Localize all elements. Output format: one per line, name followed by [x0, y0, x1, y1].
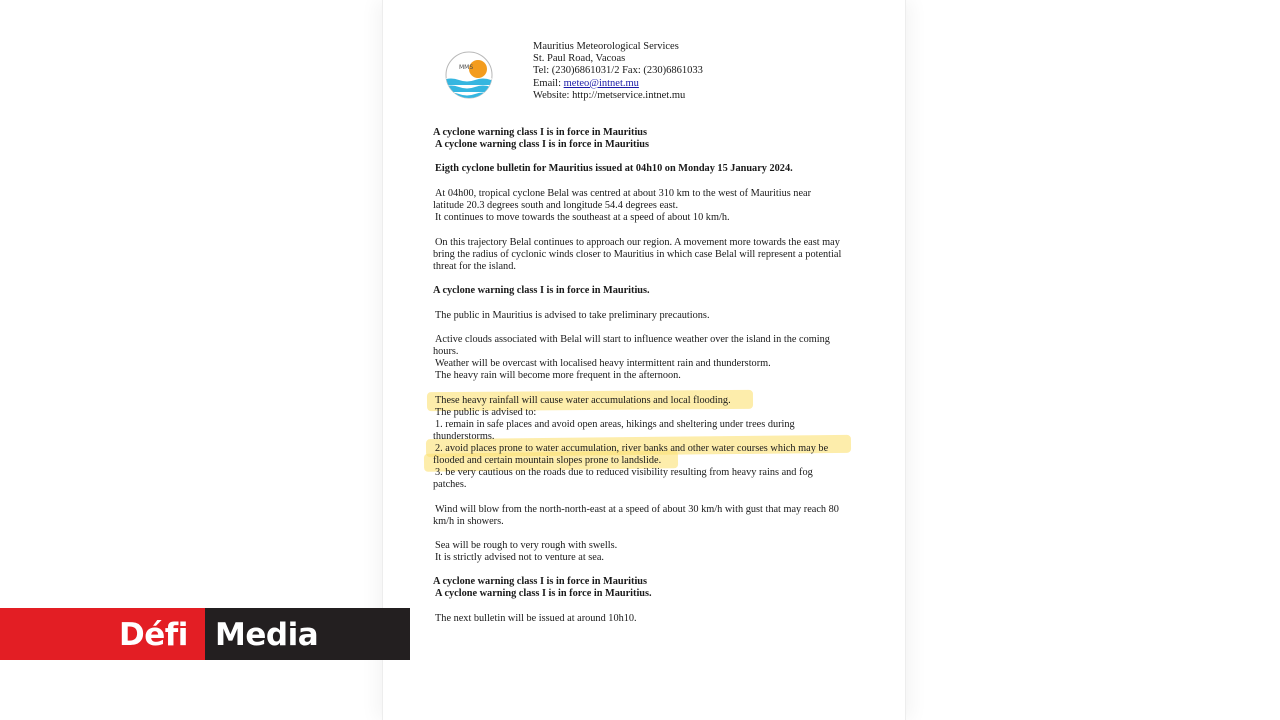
org-address: St. Paul Road, Vacoas: [533, 53, 626, 65]
brand-word-defi: Défi: [119, 617, 188, 653]
next-bulletin-note: The next bulletin will be issued at around 10h10.: [435, 613, 637, 624]
warning-heading-5: A cyclone warning class I is in force in Mauritius.: [435, 588, 652, 599]
list-item: 1. remain in safe places and avoid open areas, hikings and sheltering under trees during: [435, 419, 795, 430]
body-line: It is strictly advised not to venture at sea.: [435, 552, 604, 563]
warning-heading-3: A cyclone warning class I is in force in Mauritius.: [433, 285, 650, 296]
body-line: km/h in showers.: [433, 516, 504, 527]
defi-media-banner: [0, 608, 410, 660]
letterhead: [533, 41, 863, 102]
body-line: Weather will be overcast with localised heavy intermittent rain and thunderstorm.: [435, 358, 771, 369]
org-email-line: [533, 78, 863, 90]
body-line: On this trajectory Belal continues to approach our region. A movement more towards the east may: [435, 237, 840, 248]
highlighted-list-item: 2. avoid places prone to water accumulation, river banks and other water courses which may be: [435, 443, 829, 454]
mms-logo: [443, 38, 499, 110]
body-line: Wind will blow from the north-north-east at a speed of about 30 km/h with gust that may reach 80: [435, 504, 839, 515]
list-item-cont: thunderstorms.: [433, 431, 495, 442]
highlighted-line: These heavy rainfall will cause water accumulations and local flooding.: [435, 395, 731, 406]
body-line: threat for the island.: [433, 261, 516, 272]
org-name: Mauritius Meteorological Services: [533, 41, 679, 52]
body-line: bring the radius of cyclonic winds closer to Mauritius in which case Belal will represent a potential: [433, 249, 842, 260]
list-item: 3. be very cautious on the roads due to reduced visibility resulting from heavy rains and fog: [435, 467, 813, 478]
brand-word-media: Media: [215, 617, 319, 653]
logo-text: MMS: [459, 64, 474, 71]
warning-heading-4: A cyclone warning class I is in force in Mauritius: [433, 576, 648, 587]
list-item-cont: patches.: [433, 479, 467, 490]
email-label: Email:: [533, 77, 561, 89]
body-line: It continues to move towards the southeast at a speed of about 10 km/h.: [435, 212, 730, 223]
body-line: Sea will be rough to very rough with swells.: [435, 540, 618, 551]
org-website: Website: http://metservice.intnet.mu: [533, 89, 686, 101]
org-phone: Tel: (230)6861031/2 Fax: (230)6861033: [533, 65, 703, 77]
body-line: At 04h00, tropical cyclone Belal was centred at about 310 km to the west of Mauritius near: [435, 188, 812, 199]
body-line: latitude 20.3 degrees south and longitude 54.4 degrees east.: [433, 200, 679, 211]
body-line: The heavy rain will become more frequent in the afternoon.: [435, 370, 681, 381]
body-line: The public is advised to:: [435, 407, 537, 418]
highlighted-list-item-cont: flooded and certain mountain slopes prone to landslide.: [433, 455, 662, 466]
warning-heading-1: A cyclone warning class I is in force in Mauritius: [433, 127, 648, 138]
body-line: Active clouds associated with Belal will start to influence weather over the island in the coming: [435, 334, 830, 345]
bulletin-title: Eigth cyclone bulletin for Mauritius issued at 04h10 on Monday 15 January 2024.: [435, 163, 793, 174]
body-line: The public in Mauritius is advised to take preliminary precautions.: [435, 310, 710, 321]
warning-heading-2: A cyclone warning class I is in force in Mauritius: [435, 139, 650, 150]
body-line: hours.: [433, 346, 459, 357]
email-link[interactable]: meteo@intnet.mu: [563, 77, 639, 89]
